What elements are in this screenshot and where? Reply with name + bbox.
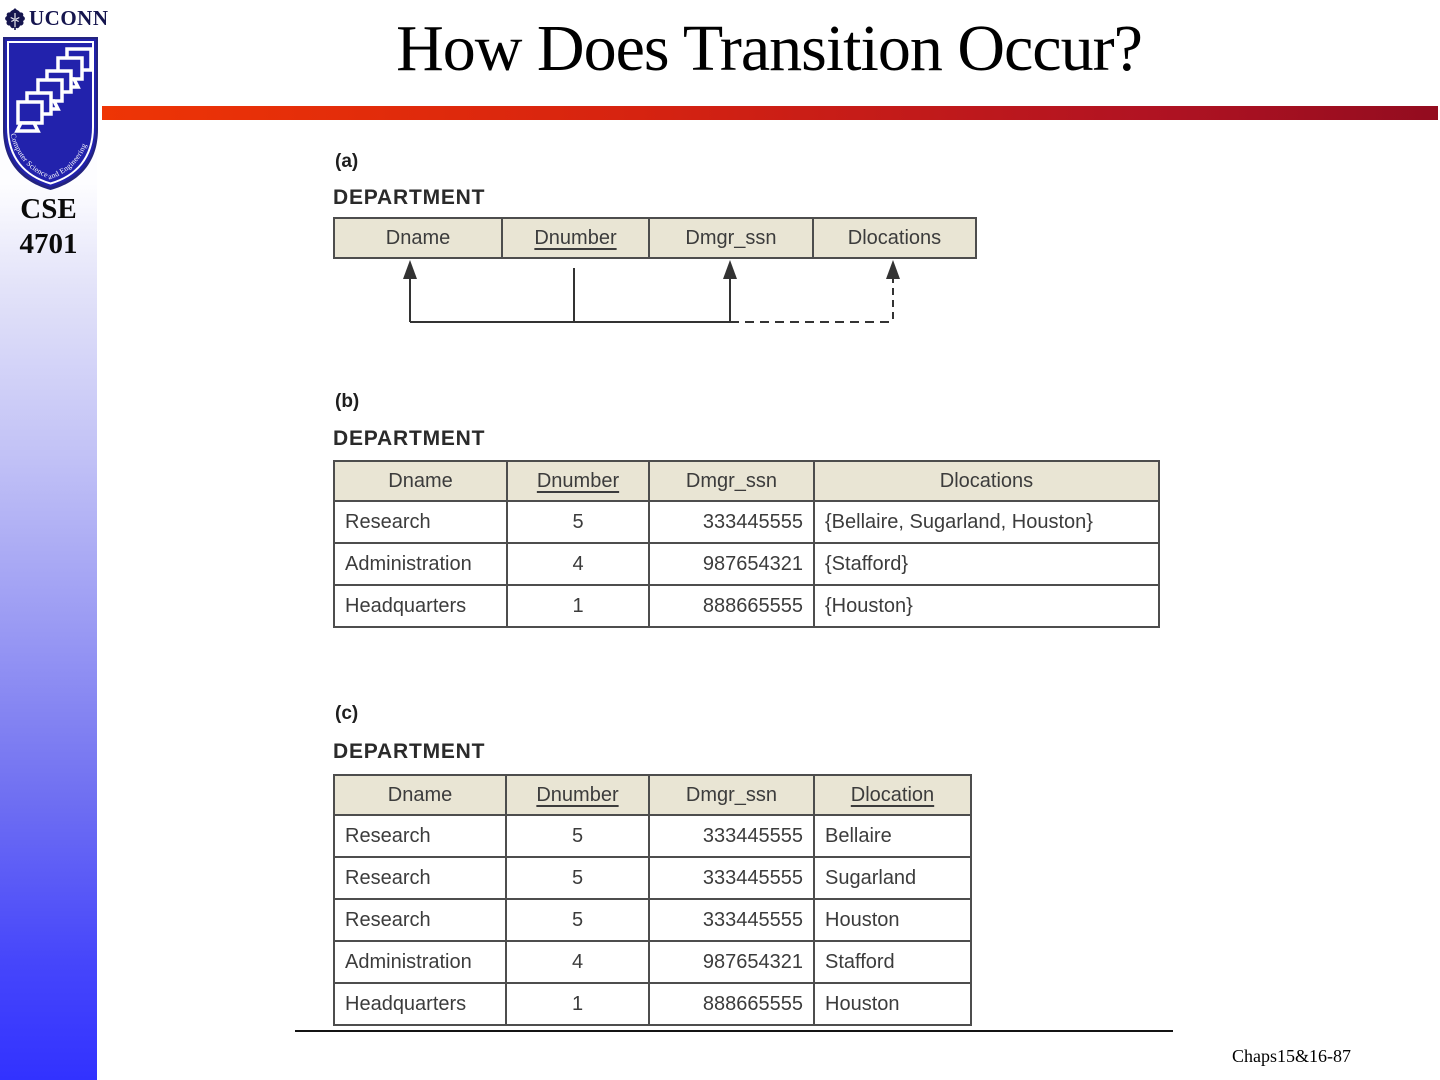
table-cell: {Stafford} [814,543,1159,585]
uconn-wordmark-text: UCONN [29,6,109,30]
table-row [334,899,971,941]
table-cell: {Houston} [814,585,1159,627]
table-cell: 5 [507,501,649,543]
course-code [0,192,97,262]
table-cell: Research [334,899,506,941]
table-cell: Headquarters [334,585,507,627]
table-row [334,983,971,1025]
table-cell: 987654321 [649,941,814,983]
column-header-dlocation: Dlocation [814,775,971,815]
table-cell: Houston [814,983,971,1025]
department-table-c [333,774,972,1026]
column-header-dmgr-ssn: Dmgr_ssn [649,218,813,258]
figure-b-label: (b) [335,391,360,412]
department-table-b [333,460,1160,628]
table-cell: 333445555 [649,501,814,543]
oak-leaf-icon [4,7,26,31]
table-cell: 5 [506,857,649,899]
course-code-line2: 4701 [19,227,78,260]
table-cell: 4 [507,543,649,585]
table-cell: Bellaire [814,815,971,857]
column-header-dname: Dname [334,461,507,501]
table-row [334,585,1159,627]
shield-caption-text: Computer Science and Engineering [8,132,89,182]
table-cell: 333445555 [649,899,814,941]
department-table-a [333,217,977,259]
table-b-header-row [334,461,1159,501]
table-c-header-row [334,775,971,815]
column-header-dname: Dname [334,218,502,258]
arrow-to-dname [403,260,417,279]
footer-divider [295,1030,1173,1032]
figure-c-table-name: DEPARTMENT [333,740,486,763]
column-header-dlocations: Dlocations [814,461,1159,501]
table-row [334,543,1159,585]
table-cell: 1 [507,585,649,627]
cse-shield-logo [1,36,100,192]
table-cell: 333445555 [649,815,814,857]
table-cell: Research [334,815,506,857]
arrow-to-dlocations-dashed [886,260,900,279]
table-cell: Stafford [814,941,971,983]
table-cell: 888665555 [649,983,814,1025]
arrow-to-dmgr-ssn [723,260,737,279]
course-code-line1: CSE [20,193,77,225]
table-cell: Sugarland [814,857,971,899]
page-title: How Does Transition Occur? [396,12,1142,85]
table-cell: 987654321 [649,543,814,585]
title-accent-bar [102,106,1438,120]
column-header-dmgr-ssn: Dmgr_ssn [649,775,814,815]
table-cell: Headquarters [334,983,506,1025]
sidebar [0,0,109,1080]
table-cell: Administration [334,543,507,585]
table-cell: 333445555 [649,857,814,899]
page-number-label: Chaps15&16-87 [1232,1046,1351,1066]
table-cell: 4 [506,941,649,983]
table-row [334,501,1159,543]
column-header-dlocations: Dlocations [813,218,976,258]
table-cell: 5 [506,815,649,857]
column-header-dmgr-ssn: Dmgr_ssn [649,461,814,501]
table-cell: 1 [506,983,649,1025]
table-cell: 888665555 [649,585,814,627]
cse-shield-icon [1,36,100,192]
column-header-dnumber: Dnumber [502,218,649,258]
figure-b-table-name: DEPARTMENT [333,427,486,450]
fd-arrows-diagram [333,258,975,326]
table-cell: Houston [814,899,971,941]
column-header-dnumber: Dnumber [507,461,649,501]
uconn-logo [4,6,109,31]
figure-a-table-name: DEPARTMENT [333,186,486,209]
table-row [334,815,971,857]
figure-a-label: (a) [335,151,359,172]
table-cell: Research [334,501,507,543]
table-cell: 5 [506,899,649,941]
table-row [334,941,971,983]
figure-c-label: (c) [335,703,359,724]
table-cell: {Bellaire, Sugarland, Houston} [814,501,1159,543]
table-cell: Research [334,857,506,899]
column-header-dnumber: Dnumber [506,775,649,815]
table-cell: Administration [334,941,506,983]
table-row [334,857,971,899]
column-header-dname: Dname [334,775,506,815]
table-a-header-row [334,218,976,258]
